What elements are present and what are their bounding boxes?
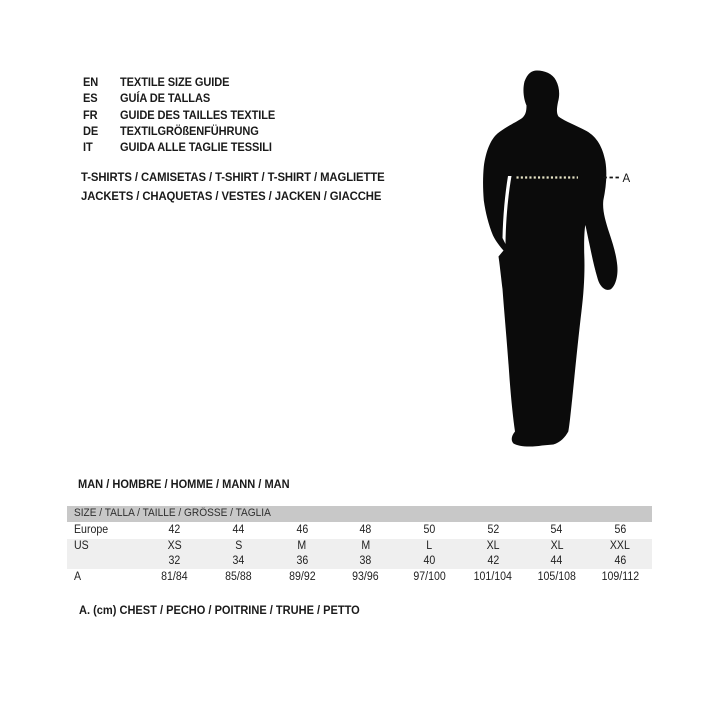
language-code: DE bbox=[83, 124, 99, 139]
footnote-chest: A. (cm) CHEST / PECHO / POITRINE / TRUHE / PETTO bbox=[79, 603, 360, 617]
language-item bbox=[83, 139, 289, 155]
size-cell: 52 bbox=[487, 524, 499, 536]
language-item bbox=[83, 123, 289, 139]
size-table bbox=[67, 506, 652, 586]
size-table-header: SIZE / TALLA / TAILLE / GRÖSSE / TAGLIA bbox=[67, 506, 652, 522]
measure-label-a: A bbox=[622, 173, 630, 185]
size-cell: XXL bbox=[610, 540, 631, 552]
language-code: FR bbox=[83, 107, 98, 122]
row-label bbox=[67, 555, 143, 567]
language-label: TEXTILE SIZE GUIDE bbox=[120, 75, 230, 90]
size-cell: 93/96 bbox=[352, 571, 379, 583]
language-code: IT bbox=[83, 140, 93, 155]
table-row-europe bbox=[67, 522, 652, 539]
language-label: GUIDE DES TAILLES TEXTILE bbox=[120, 107, 276, 122]
size-cell: 42 bbox=[168, 524, 181, 536]
size-cell: 46 bbox=[296, 524, 308, 536]
size-cell: 32 bbox=[168, 555, 181, 567]
size-cell: XL bbox=[550, 540, 564, 552]
language-item bbox=[83, 90, 289, 106]
category-heading bbox=[81, 168, 411, 205]
table-row-chest-a bbox=[67, 569, 652, 586]
size-cell: 54 bbox=[550, 524, 563, 536]
size-cell: 101/104 bbox=[473, 571, 513, 583]
size-cell: XL bbox=[486, 540, 500, 552]
language-label: TEXTILGRÖßENFÜHRUNG bbox=[120, 124, 259, 139]
language-label: GUÍA DE TALLAS bbox=[120, 91, 211, 106]
size-cell: 44 bbox=[550, 555, 563, 567]
size-cell: L bbox=[426, 540, 433, 552]
size-cell: 36 bbox=[296, 555, 308, 567]
man-silhouette bbox=[483, 71, 617, 447]
table-row-us bbox=[67, 539, 652, 554]
table-row-numeric bbox=[67, 554, 652, 569]
size-cell: 89/92 bbox=[288, 571, 316, 583]
language-code: EN bbox=[83, 75, 99, 90]
size-cell: 105/108 bbox=[537, 571, 576, 583]
size-cell: 97/100 bbox=[413, 571, 446, 583]
size-cell: 34 bbox=[232, 555, 245, 567]
size-cell: S bbox=[234, 540, 242, 552]
size-cell: 46 bbox=[614, 555, 627, 567]
size-cell: M bbox=[361, 540, 371, 552]
language-label: GUIDA ALLE TAGLIE TESSILI bbox=[120, 140, 272, 155]
size-cell: 81/84 bbox=[161, 571, 189, 583]
size-cell: 56 bbox=[614, 524, 627, 536]
language-guide-list bbox=[83, 74, 289, 155]
size-cell: 48 bbox=[359, 524, 372, 536]
man-silhouette-figure bbox=[478, 66, 630, 450]
language-code: ES bbox=[83, 91, 98, 106]
category-line-tshirts: T-SHIRTS / CAMISETAS / T-SHIRT / T-SHIRT / MAGLIETTE bbox=[81, 170, 385, 184]
language-item bbox=[83, 74, 289, 90]
size-cell: 38 bbox=[359, 555, 372, 567]
size-cell: M bbox=[297, 540, 307, 552]
size-cell: 40 bbox=[423, 555, 436, 567]
size-cell: 109/112 bbox=[601, 571, 639, 583]
row-label: A bbox=[74, 571, 82, 583]
size-cell: 44 bbox=[232, 524, 245, 536]
size-cell: 85/88 bbox=[225, 571, 252, 583]
row-label: Europe bbox=[74, 524, 109, 536]
size-cell: 42 bbox=[487, 555, 499, 567]
section-title-man: MAN / HOMBRE / HOMME / MANN / MAN bbox=[78, 477, 290, 491]
row-label: US bbox=[74, 540, 89, 552]
size-cell: XS bbox=[167, 540, 182, 552]
category-line-jackets: JACKETS / CHAQUETAS / VESTES / JACKEN / GIACCHE bbox=[81, 188, 382, 203]
language-item bbox=[83, 107, 289, 123]
size-cell: 50 bbox=[423, 524, 436, 536]
